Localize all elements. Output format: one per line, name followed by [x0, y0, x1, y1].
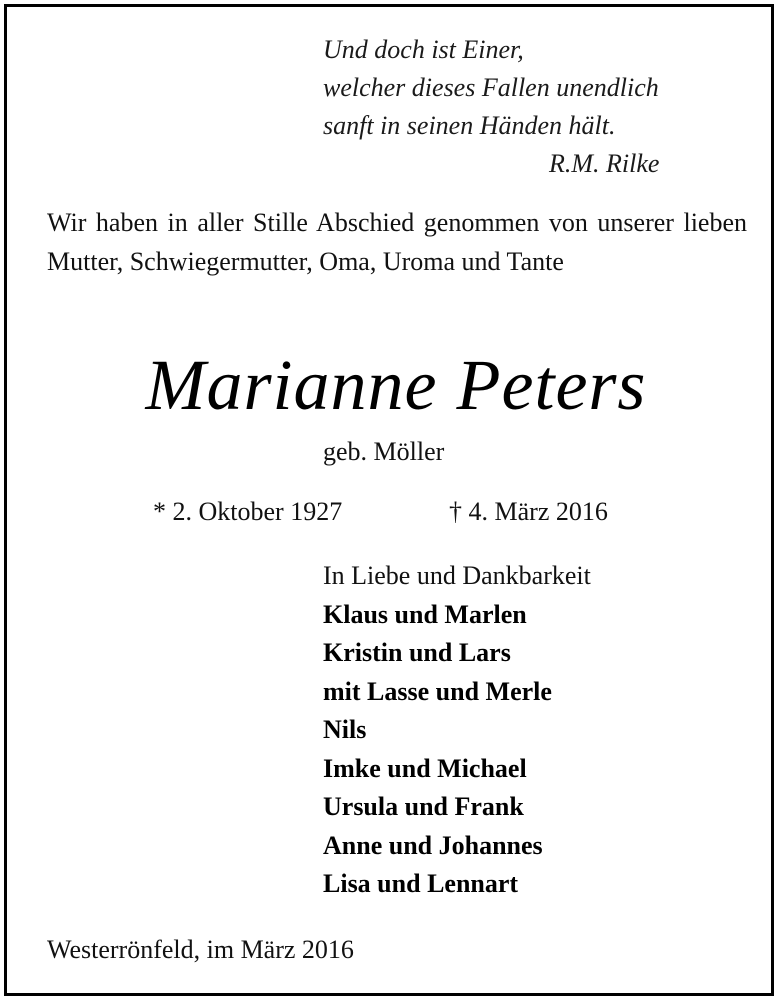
family-member: Kristin und Lars	[323, 638, 511, 667]
intro-line: und Tante	[461, 247, 564, 276]
family-member: Anne und Johannes	[323, 830, 543, 860]
obituary-notice	[4, 4, 774, 996]
quote-line: welcher dieses Fallen unendlich	[323, 73, 659, 102]
intro-text	[47, 203, 747, 281]
birth-date: * 2. Oktober 1927	[153, 497, 343, 526]
family-member: Imke und Michael	[323, 753, 527, 783]
family-member: mit Lasse und Merle	[323, 676, 552, 706]
quote-author: R.M. Rilke	[549, 149, 660, 178]
quote-line: Und doch ist Einer,	[323, 35, 524, 64]
family-member: Nils	[323, 715, 367, 744]
maiden-name: geb. Möller	[323, 437, 445, 466]
rilke-quote	[323, 31, 743, 183]
family-member: Klaus und Marlen	[323, 599, 527, 629]
death-date: † 4. März 2016	[449, 497, 608, 526]
intro-line: Wir haben in aller Stille Abschied genommen von	[47, 208, 598, 237]
place-date: Westerrönfeld, im März 2016	[47, 935, 354, 964]
intro-line: unserer lieben Mutter, Schwiegermutter, Oma, Uroma	[47, 208, 747, 276]
family-heading: In Liebe und Dankbarkeit	[323, 561, 591, 590]
family-member: Ursula und Frank	[323, 792, 524, 821]
quote-line: sanft in seinen Händen hält.	[323, 111, 616, 140]
family-list	[323, 557, 591, 904]
deceased-name: Marianne Peters	[145, 345, 647, 425]
family-member: Lisa und Lennart	[323, 869, 519, 898]
